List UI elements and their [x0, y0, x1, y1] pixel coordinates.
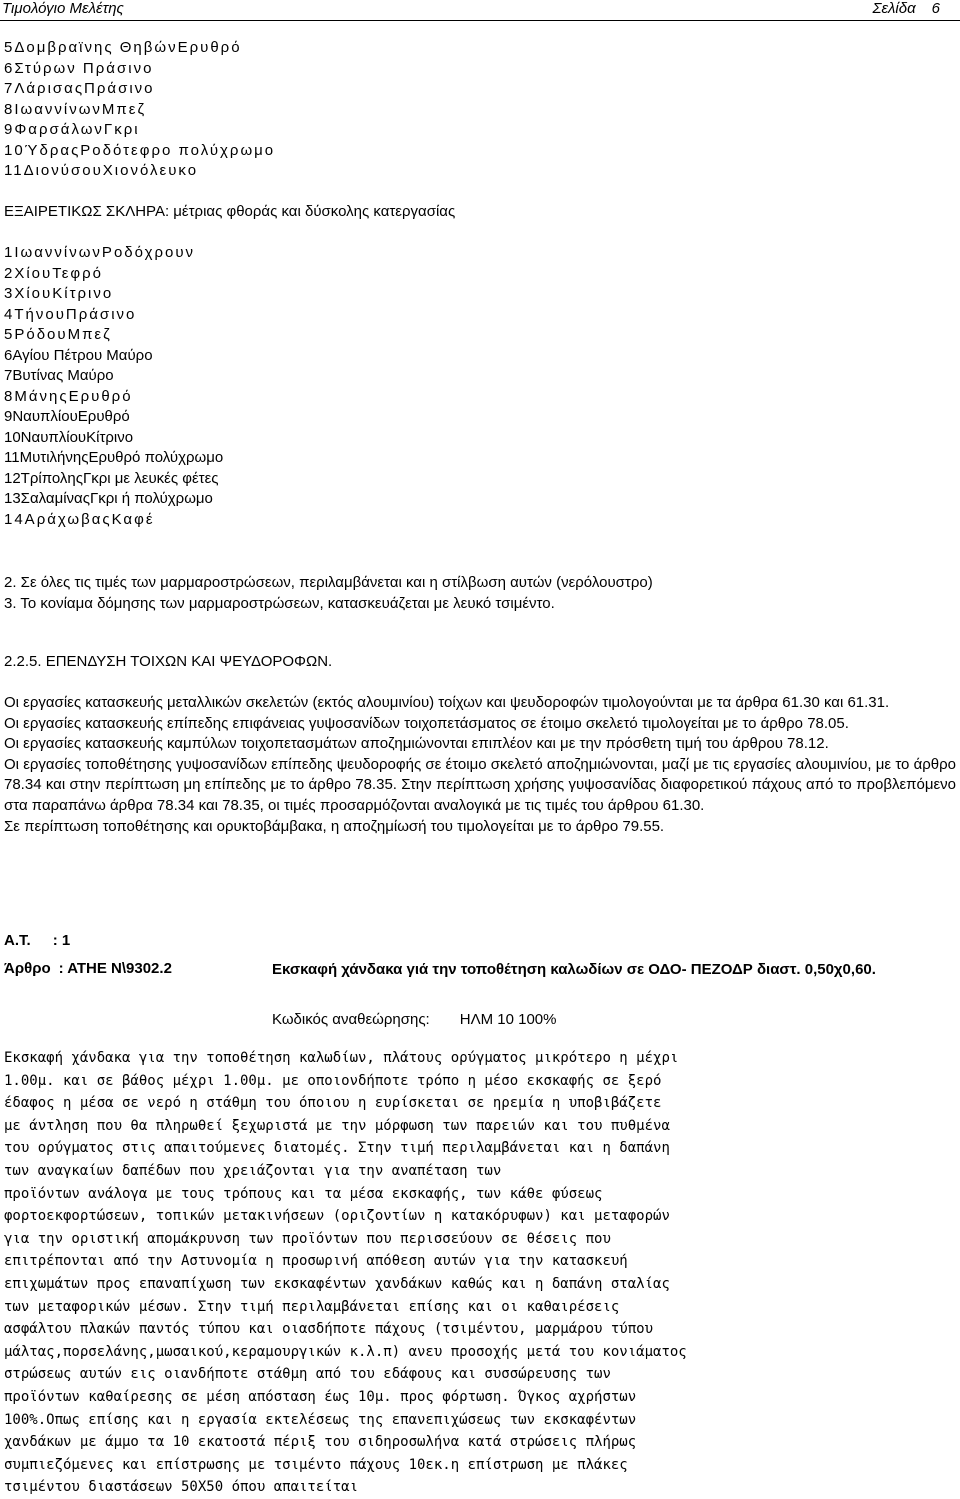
- article-number: [4, 932, 70, 949]
- list-item: 8ΜάνηςΕρυθρό: [4, 387, 133, 405]
- description-line: τσιμέντου διαστάσεων 50Χ50 όπου απαιτείται: [4, 1479, 359, 1496]
- list-item: 10ΎδραςΡοδότεφρο πολύχρωμο: [4, 141, 276, 159]
- at-label: Α.Τ.: [4, 932, 31, 949]
- description-line: για την οριστική απομάκρυνση των προϊόντων που περισσεύουν σε θέσεις που: [4, 1230, 611, 1247]
- list-item: 12ΤρίποληςΓκρι με λευκές φέτες: [4, 469, 219, 487]
- description-line: προϊόντων καθαίρεσης σε μέση απόσταση έως 10μ. προς φόρτωση. Όγκος αχρήστων: [4, 1388, 637, 1405]
- at-value: : 1: [52, 932, 71, 949]
- paragraph: Οι εργασίες κατασκευής μεταλλικών σκελετών (εκτός αλουμινίου) τοίχων και ψευδοροφών τιμολογούνται με τα άρθρα 61.30 και 61.31.: [4, 694, 890, 711]
- description-line: με άντληση που θα πληρωθεί ξεχωριστά με την μόρφωση των παρειών και του πυθμένα: [4, 1117, 670, 1134]
- page-label: Σελίδα: [872, 0, 916, 17]
- description-line: του ορύγματος στις απαιτούμενες διατομές. Στην τιμή περιλαμβάνεται και η δαπάνη: [4, 1140, 670, 1157]
- description-line: στρώσεως αυτών εις οιανδήποτε στάθμη από του εδάφους και συσσώρευσης των: [4, 1366, 611, 1383]
- description-line: 100%.Οπως επίσης και η εργασία εκτελέσεως της επανεπιχώσεως των εκσκαφέντων: [4, 1411, 637, 1428]
- article-description: [4, 1047, 956, 1499]
- description-line: επιτρέπονται από την Αστυνομία η προσωρινή απόθεση αυτών για την κατασκευή: [4, 1253, 628, 1270]
- list-item: 14ΑράχωβαςΚαφέ: [4, 510, 155, 528]
- list-item: 2ΧίουΤεφρό: [4, 264, 104, 282]
- page-number: 6: [931, 0, 940, 17]
- description-line: συμπιεζόμενες και επίστρωσης με τσιμέντο πάχους 10εκ.η επίστρωση με πλάκες: [4, 1456, 628, 1473]
- description-line: προϊόντων ανάλογα με τους τρόπους και τα μέσα εκσκαφής, των κάθε φύσεως: [4, 1185, 603, 1202]
- list-item: 11ΜυτιλήνηςΕρυθρό πολύχρωμο: [4, 449, 224, 466]
- description-line: των μεταφορικών μέσων. Στην τιμή περιλαμβάνεται επίσης και οι καθαιρέσεις: [4, 1298, 620, 1315]
- list-item: 5ΡόδουΜπεζ: [4, 326, 112, 343]
- description-line: χανδάκων με άμμο τα 10 εκατοστά πέριξ του σιδηροσωλήνα κατά στρώσεις πλήρως: [4, 1434, 637, 1451]
- list-item: 3ΧίουΚίτρινο: [4, 285, 114, 302]
- list-item: 9ΝαυπλίουΕρυθρό: [4, 408, 130, 425]
- description-line: φορτοεκφορτώσεων, τοπικών μετακινήσεων (οριζοντίων η κατακόρυφων) και μεταφορών: [4, 1208, 670, 1225]
- list-item: 11ΔιονύσουΧιονόλευκο: [4, 162, 199, 179]
- article-title: Εκσκαφή χάνδακα γιά την τοποθέτηση καλωδίων σε ΟΔΟ- ΠΕΖΟΔΡ διαστ. 0,50χ0,60.: [272, 961, 876, 978]
- revision-code-label: Κωδικός αναθεώρησης:: [272, 1011, 430, 1028]
- arthro-value: : ΑΤΗΕ Ν\9302.2: [58, 960, 172, 977]
- marble-list-a: [4, 38, 275, 182]
- description-line: των αναγκαίων δαπέδων που χρειάζονται για την αναπέταση των: [4, 1162, 502, 1179]
- revision-code-value: ΗΛΜ 10 100%: [459, 1011, 557, 1028]
- revision-code: [272, 1011, 556, 1028]
- document-title: Τιμολόγιο Μελέτης: [2, 0, 124, 17]
- page-header: [0, 0, 960, 21]
- paragraph: Οι εργασίες κατασκευής καμπύλων τοιχοπετασμάτων αποζημιώνονται επιπλέον και με την πρόσθετη τιμή του άρθρου 78.12.: [4, 735, 829, 753]
- description-line: επιχωμάτων προς επαναπίχωση των εκσκαφέντων χανδάκων καθώς και η δαπάνη σταλίας: [4, 1275, 670, 1292]
- list-item: 6Αγίου Πέτρου Μαύρο: [4, 346, 153, 364]
- list-item: 6Στύρων Πράσινο: [4, 59, 154, 77]
- section-heading-hard: ΕΞΑΙΡΕΤΙΚΩΣ ΣΚΛΗΡΑ: μέτριας φθοράς και δύσκολης κατεργασίας: [4, 203, 456, 220]
- list-item: 8ΙωαννίνωνΜπεζ: [4, 100, 147, 118]
- article-code: [4, 960, 172, 977]
- section-title-2-2-5: 2.2.5. ΕΠΕΝΔΥΣΗ ΤΟΙΧΩΝ ΚΑΙ ΨΕΥΔΟΡΟΦΩΝ.: [4, 653, 333, 670]
- description-line: 1.00μ. και σε βάθος μέχρι 1.00μ. με οποιονδήποτε τρόπο η μέσο εκσκαφής σε ξερό: [4, 1072, 662, 1089]
- paragraph: Σε περίπτωση τοποθέτησης και ορυκτοβάμβακα, η αποζημίωσή του τιμολογείται με το άρθρο 79.55.: [4, 817, 665, 835]
- page-indicator: [872, 0, 940, 17]
- section-paragraphs: [4, 693, 956, 837]
- note-item: 3. Το κονίαμα δόμησης των μαρμαροστρώσεων, κατασκευάζεται με λευκό τσιμέντο.: [4, 594, 555, 612]
- list-item: 7Βυτίνας Μαύρο: [4, 367, 114, 384]
- arthro-label: Άρθρο: [4, 960, 51, 977]
- description-line: έδαφος η μέσα σε νερό η στάθμη του όποιου η ευρίσκεται σε ηρεμία η υποβιβάζετε: [4, 1095, 662, 1112]
- note-item: 2. Σε όλες τις τιμές των μαρμαροστρώσεων, περιλαμβάνεται και η στίλβωση αυτών (νερόλουστρο): [4, 574, 653, 591]
- list-item: 10ΝαυπλίουΚίτρινο: [4, 428, 134, 446]
- notes: [4, 573, 653, 614]
- list-item: 1ΙωαννίνωνΡοδόχρουν: [4, 244, 196, 261]
- list-item: 5Δομβραϊνης ΘηβώνΕρυθρό: [4, 39, 242, 56]
- marble-list-b: [4, 243, 223, 530]
- description-line: Εκσκαφή χάνδακα για την τοποθέτηση καλωδίων, πλάτους ορύγματος μικρότερο η μέχρι: [4, 1050, 679, 1066]
- list-item: 4ΤήνουΠράσινο: [4, 305, 137, 323]
- list-item: 7ΛάρισαςΠράσινο: [4, 80, 155, 97]
- paragraph: Οι εργασίες κατασκευής επίπεδης επιφάνειας γυψοσανίδων τοιχοπετάσματος σε έτοιμο σκελετό τιμολογείται με το άρθρο 78.05.: [4, 714, 849, 732]
- list-item: 13ΣαλαμίναςΓκρι ή πολύχρωμο: [4, 490, 213, 507]
- paragraph: Οι εργασίες τοποθέτησης γυψοσανίδων επίπεδης ψευδοροφής σε έτοιμο σκελετό αποζημιώνονται, μαζί με τις εργασίες αλουμινίου, με το άρθρο 78.34 και στην περίπτωση μη επίπεδης με το άρθρο 78.35. Στην περίπτωση χρήσης γυψοσανίδας διαφορετικού πάχους από το προβλεπόμενο στα παραπάνω άρθρα 78.34 και 78.35, οι τιμές προσαρμόζονται αναλογικά με τις τιμές του άρθρου 61.30.: [4, 755, 956, 814]
- description-line: μάλτας,πορσελάνης,μωσαικού,κεραμουργικών κ.λ.π) ανευ προσοχής μετά του κονιάματος: [4, 1343, 687, 1360]
- description-line: ασφάλτου πλακών παντός τύπου και οιασδήποτε πάχους (τσιμέντου, μαρμάρου τύπου: [4, 1321, 654, 1338]
- list-item: 9ΦαρσάλωνΓκρι: [4, 121, 140, 138]
